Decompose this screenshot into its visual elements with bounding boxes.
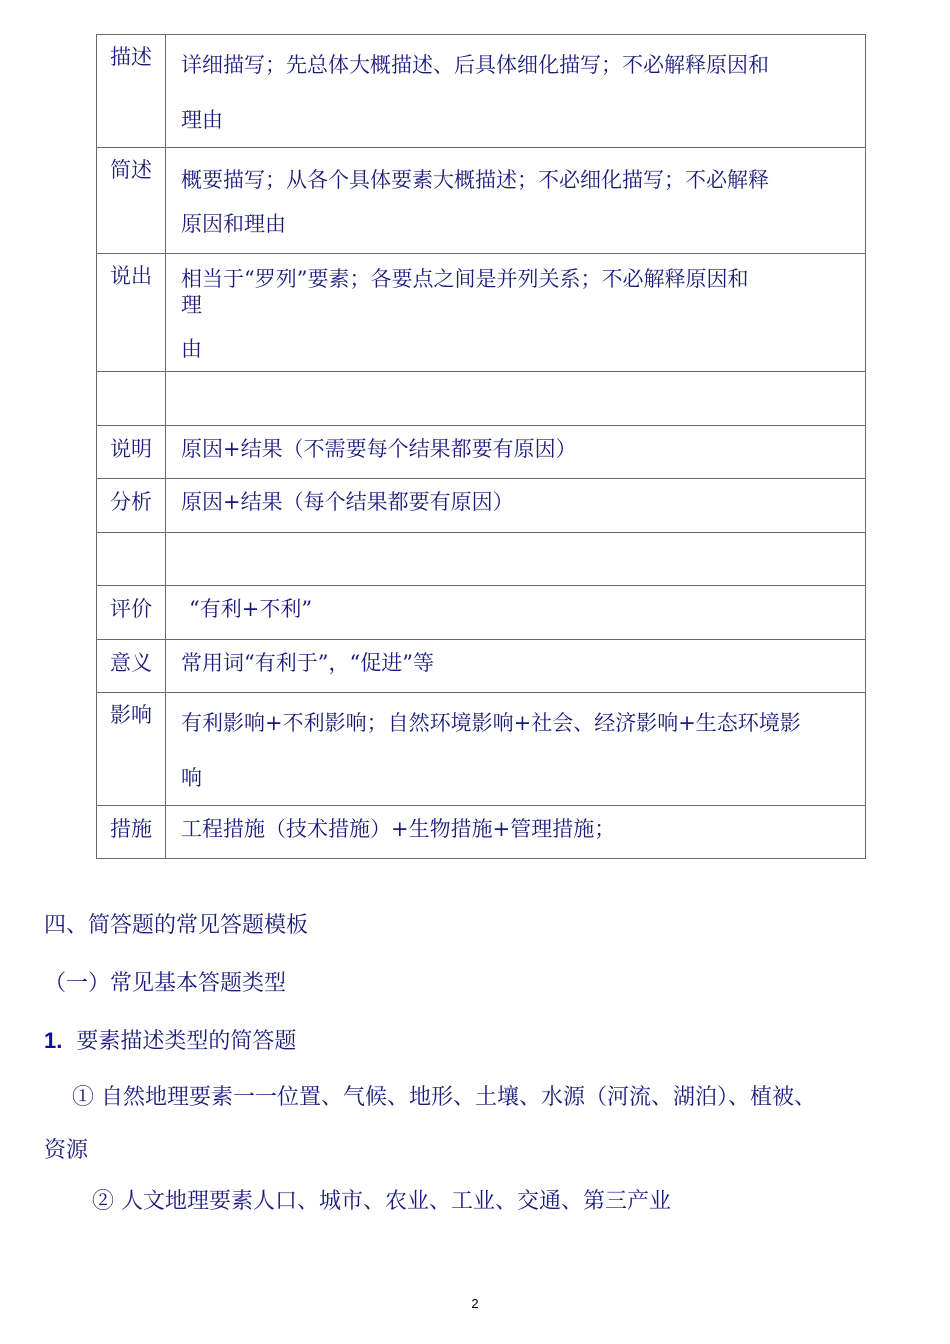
table-row: [97, 693, 866, 806]
term-label: 影响: [110, 703, 152, 727]
section-heading: 四、简答题的常见答题模板: [44, 913, 309, 938]
table-row: [97, 372, 866, 426]
point-line: ② 人文地理要素人口、城市、农业、工业、交通、第三产业: [92, 1189, 671, 1214]
term-cell: [97, 372, 166, 426]
desc-line: 由: [181, 337, 202, 361]
desc-line: 相当于“罗列”要素；各要点之间是并列关系；不必解释原因和: [181, 267, 749, 291]
desc-clip: [181, 254, 857, 371]
desc-cell: [166, 479, 866, 533]
desc-cell: [166, 640, 866, 693]
table-row: [97, 533, 866, 586]
term-cell: [97, 693, 166, 806]
term-label: 描述: [110, 45, 152, 69]
desc-cell: [166, 148, 866, 254]
term-label: 分析: [110, 490, 152, 514]
term-label: 意义: [110, 651, 152, 675]
term-label: 说明: [110, 437, 152, 461]
terms-table: [96, 34, 866, 859]
desc-line: 理: [181, 293, 202, 317]
section-subheading: （一）常见基本答题类型: [44, 971, 287, 996]
term-label: 简述: [110, 158, 152, 182]
table-row: [97, 806, 866, 859]
desc-line: 理由: [181, 108, 223, 132]
table-row: [97, 148, 866, 254]
table-row: [97, 586, 866, 640]
desc-line: 响: [181, 766, 202, 790]
desc-line: 常用词“有利于”，“促进”等: [181, 651, 434, 675]
term-cell: [97, 479, 166, 533]
page-number: 2: [471, 1296, 479, 1311]
term-cell: [97, 35, 166, 148]
desc-line: 原因和理由: [181, 212, 286, 236]
table-row: [97, 426, 866, 479]
term-label: 说出: [110, 264, 152, 288]
list-item: [44, 1024, 296, 1055]
desc-line: 概要描写；从各个具体要素大概描述；不必细化描写；不必解释: [181, 168, 769, 192]
term-cell: [97, 254, 166, 372]
desc-line: 原因+结果（每个结果都要有原因）: [181, 490, 514, 514]
desc-cell: [166, 806, 866, 859]
term-cell: [97, 806, 166, 859]
desc-cell: [166, 586, 866, 640]
table-row: [97, 254, 866, 372]
desc-line: 原因+结果（不需要每个结果都要有原因）: [181, 437, 577, 461]
item-text: 要素描述类型的简答题: [76, 1029, 297, 1054]
point-line: ① 自然地理要素一一位置、气候、地形、土壤、水源（河流、湖泊）、植被、: [72, 1085, 816, 1110]
term-cell: [97, 148, 166, 254]
term-cell: [97, 586, 166, 640]
desc-cell: [166, 426, 866, 479]
desc-cell: [166, 533, 866, 586]
term-label: 评价: [110, 597, 152, 621]
desc-line: “有利+不利”: [189, 597, 313, 621]
table-row: [97, 640, 866, 693]
desc-line: 详细描写；先总体大概描述、后具体细化描写；不必解释原因和: [181, 53, 769, 77]
desc-line: 有利影响+不利影响；自然环境影响+社会、经济影响+生态环境影: [181, 711, 801, 735]
desc-cell: [166, 35, 866, 148]
term-label: 措施: [110, 817, 152, 841]
table-row: [97, 479, 866, 533]
desc-cell: [166, 372, 866, 426]
point-line: 资源: [44, 1138, 89, 1163]
desc-cell: [166, 254, 866, 372]
item-number: 1.: [44, 1028, 63, 1053]
table-row: [97, 35, 866, 148]
term-cell: [97, 426, 166, 479]
desc-cell: [166, 693, 866, 806]
desc-line: 工程措施（技术措施）+生物措施+管理措施；: [181, 817, 616, 841]
term-cell: [97, 533, 166, 586]
term-cell: [97, 640, 166, 693]
